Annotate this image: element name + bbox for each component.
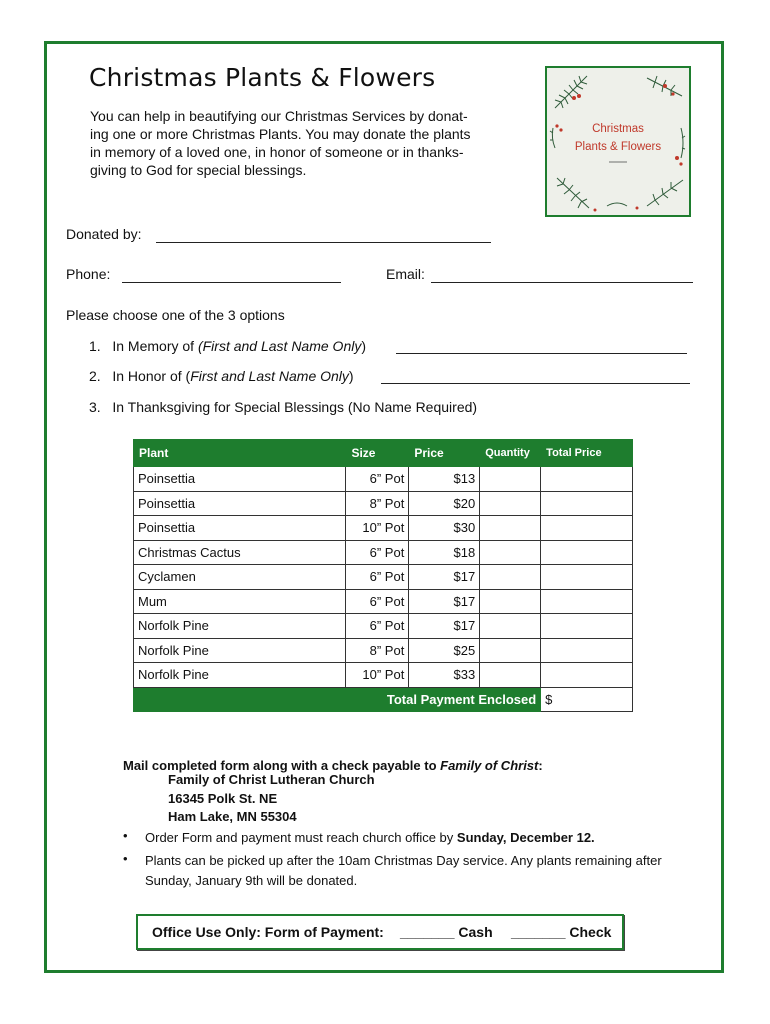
option-text: In Honor of ( [112,368,191,384]
phone-label: Phone: [66,266,111,282]
bullet-text: Order Form and payment must reach church office by [145,830,457,845]
quantity-input[interactable] [480,540,541,565]
total-input[interactable]: $ [541,687,633,712]
total-price-input[interactable] [541,663,633,688]
plant-cell: Christmas Cactus [134,540,346,565]
address-line: Family of Christ Lutheran Church [168,772,375,787]
total-row [134,687,633,712]
intro-line: You can help in beautifying our Christmas Services by donat- [90,108,468,124]
option-in-honor [89,368,354,384]
quantity-input[interactable] [480,516,541,541]
office-label: Office Use Only: Form of Payment: [152,924,384,940]
size-cell: 6” Pot [346,589,409,614]
intro-paragraph [90,107,510,179]
size-cell: 6” Pot [346,540,409,565]
total-price-input[interactable] [541,589,633,614]
size-cell: 8” Pot [346,491,409,516]
donated-by-label: Donated by: [66,226,142,242]
total-label: Total Payment Enclosed [134,687,541,712]
option-italic: (First and Last Name Only [197,338,362,354]
total-price-input[interactable] [541,516,633,541]
in-honor-name-field[interactable] [381,383,690,384]
plant-cell: Norfolk Pine [134,638,346,663]
size-cell: 6” Pot [346,467,409,492]
table-row [134,540,633,565]
price-cell: $17 [409,565,480,590]
mail-text-end: : [538,758,543,773]
mail-instructions [123,758,543,773]
art-caption-line2: Plants & Flowers [574,141,662,153]
option-text: In Memory of [112,338,198,354]
bullet-icon: • [123,828,128,843]
plant-cell: Norfolk Pine [134,614,346,639]
total-price-input[interactable] [541,491,633,516]
option-in-memory [89,338,366,354]
option-italic: First and Last Name Only [190,368,349,384]
price-cell: $17 [409,614,480,639]
plant-cell: Norfolk Pine [134,663,346,688]
size-cell: 10” Pot [346,663,409,688]
total-price-input[interactable] [541,540,633,565]
address-line: 16345 Polk St. NE [168,791,278,806]
header-total-price: Total Price [541,440,633,467]
address-line: Ham Lake, MN 55304 [168,809,297,824]
quantity-input[interactable] [480,589,541,614]
option-number: 3. [89,399,101,415]
size-cell: 10” Pot [346,516,409,541]
option-text-end: ) [348,368,354,384]
phone-field[interactable] [122,282,341,283]
size-cell: 6” Pot [346,614,409,639]
quantity-input[interactable] [480,663,541,688]
plant-cell: Cyclamen [134,565,346,590]
bullet-icon: • [123,851,128,866]
option-text: In Thanksgiving for Special Blessings (No Name Required) [112,399,478,415]
table-row [134,491,633,516]
table-row [134,467,633,492]
bullet-text: Plants can be picked up after the 10am Christmas Day service. Any plants remaining after Sunday, January 9th will be donated. [145,853,662,888]
price-cell: $20 [409,491,480,516]
intro-line: giving to God for special blessings. [90,162,307,178]
price-cell: $30 [409,516,480,541]
table-row [134,516,633,541]
wreath-illustration [545,66,691,217]
option-text-end: ) [361,338,367,354]
plant-cell: Poinsettia [134,467,346,492]
quantity-input[interactable] [480,467,541,492]
option-thanksgiving [89,399,477,415]
table-row [134,638,633,663]
plant-order-table [133,439,633,712]
price-cell: $18 [409,540,480,565]
table-header-row [134,440,633,467]
email-label: Email: [386,266,425,282]
plant-cell: Mum [134,589,346,614]
quantity-input[interactable] [480,491,541,516]
quantity-input[interactable] [480,638,541,663]
header-quantity: Quantity [480,440,541,467]
size-cell: 8” Pot [346,638,409,663]
total-price-input[interactable] [541,467,633,492]
office-use-box [136,914,624,950]
check-option[interactable]: _______ Check [511,924,612,940]
options-heading: Please choose one of the 3 options [66,307,285,323]
total-price-input[interactable] [541,614,633,639]
price-cell: $33 [409,663,480,688]
price-cell: $25 [409,638,480,663]
header-size: Size [346,440,409,467]
mail-text: Mail completed form along with a check payable to [123,758,441,773]
quantity-input[interactable] [480,614,541,639]
in-memory-name-field[interactable] [396,353,687,354]
mail-payee: Family of Christ [440,758,539,773]
size-cell: 6” Pot [346,565,409,590]
plant-cell: Poinsettia [134,491,346,516]
table-row [134,565,633,590]
option-number: 1. [89,338,101,354]
plant-cell: Poinsettia [134,516,346,541]
header-price: Price [409,440,480,467]
table-row [134,663,633,688]
intro-line: ing one or more Christmas Plants. You may donate the plants [90,126,471,142]
art-caption-line1: Christmas [592,123,644,135]
price-cell: $17 [409,589,480,614]
total-price-input[interactable] [541,565,633,590]
table-row [134,589,633,614]
option-number: 2. [89,368,101,384]
price-cell: $13 [409,467,480,492]
quantity-input[interactable] [480,565,541,590]
bullet-bold: Sunday, December 12. [456,830,595,845]
donated-by-field[interactable] [156,242,491,243]
total-price-input[interactable] [541,638,633,663]
intro-line: in memory of a loved one, in honor of someone or in thanks- [90,144,464,160]
page-title: Christmas Plants & Flowers [89,63,436,92]
header-plant: Plant [134,440,346,467]
table-row [134,614,633,639]
email-field[interactable] [431,282,693,283]
cash-option[interactable]: _______ Cash [400,924,493,940]
